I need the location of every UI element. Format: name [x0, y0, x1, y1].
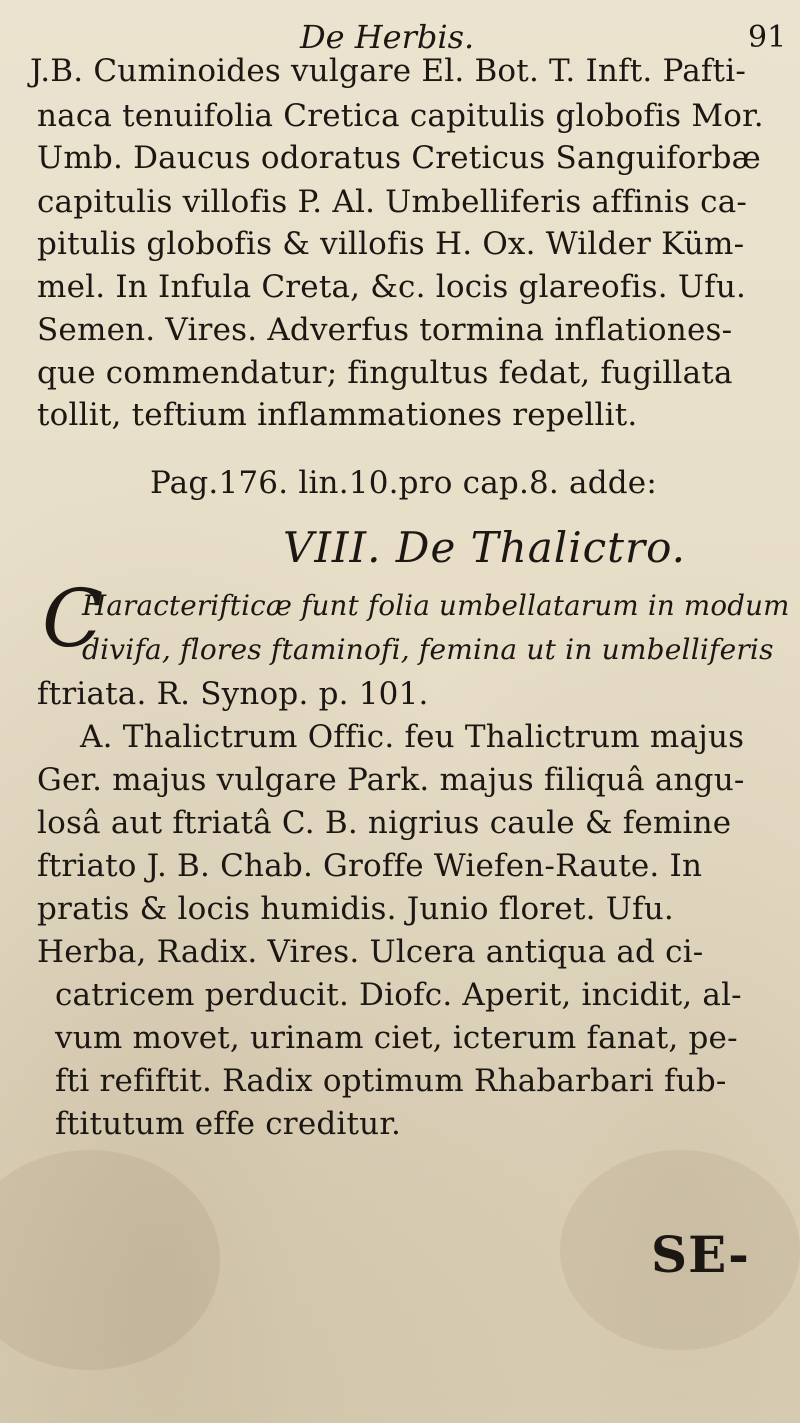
text-line: tollit, teftium inflammationes repellit. [37, 397, 638, 433]
text-line: ftriata. R. Synop. p. 101. [37, 676, 429, 712]
text-line: que commendatur; fingultus fedat, fugillata [37, 355, 733, 391]
page-number: 91 [748, 20, 787, 55]
section-title: VIII. De Thalictro. [283, 523, 687, 572]
addendum-note: Pag.176. lin.10.pro cap.8. adde: [150, 465, 657, 501]
text-line: Herba, Radix. Vires. Ulcera antiqua ad ci- [37, 934, 704, 970]
text-line: capitulis villofis P. Al. Umbelliferis affinis ca- [37, 184, 748, 220]
text-line: pratis & locis humidis. Junio floret. Ufu. [37, 891, 674, 927]
text-line: Haracterifticæ funt folia umbellatarum in modum [82, 589, 790, 622]
text-line: fti refiftit. Radix optimum Rhabarbari fub- [55, 1063, 727, 1099]
paper-stain [0, 1150, 220, 1370]
catchword: SE- [651, 1225, 750, 1284]
text-line: Ger. majus vulgare Park. majus filiquâ angu- [37, 762, 745, 798]
text-line: ftitutum effe creditur. [55, 1106, 402, 1142]
text-line: vum movet, urinam ciet, icterum fanat, pe- [55, 1020, 738, 1056]
text-line: A. Thalictrum Offic. feu Thalictrum majus [80, 719, 745, 755]
text-line: divifa, flores ftaminofi, femina ut in umbelliferis [82, 633, 774, 666]
text-line: J.B. Cuminoides vulgare El. Bot. T. Inft. Pafti- [30, 53, 747, 89]
text-line: losâ aut ftriatâ C. B. nigrius caule & femine [37, 805, 732, 841]
running-title: De Herbis. [300, 18, 475, 56]
text-line: Umb. Daucus odoratus Creticus Sanguiforbæ [37, 140, 762, 176]
text-line: mel. In Infula Creta, &c. locis glareofis. Ufu. [37, 269, 747, 305]
text-line: pitulis globofis & villofis H. Ox. Wilder Küm- [37, 226, 745, 262]
drop-capital: C [42, 572, 104, 665]
text-line: catricem perducit. Diofc. Aperit, incidit, al- [55, 977, 742, 1013]
text-line: naca tenuifolia Cretica capitulis globofis Mor. [37, 98, 764, 134]
text-line: Semen. Vires. Adverfus tormina inflationes- [37, 312, 733, 348]
text-line: ftriato J. B. Chab. Groffe Wiefen-Raute. In [37, 848, 703, 884]
